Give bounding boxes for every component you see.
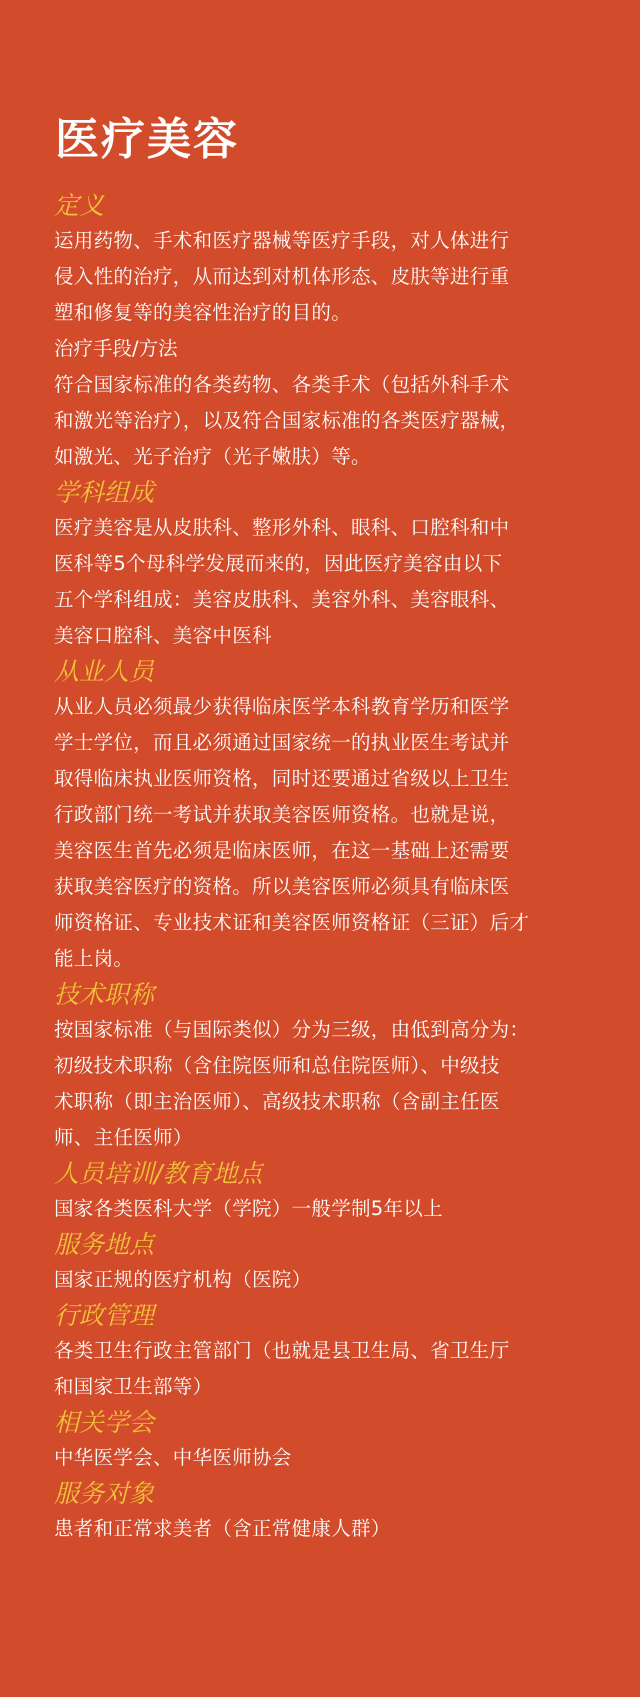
text-line: 师资格证、专业技术证和美容医师资格证（三证）后才 xyxy=(54,911,530,934)
text-line: 初级技术职称（含住院医师和总住院医师）、中级技 xyxy=(54,1054,500,1077)
text-line: 侵入性的治疗，从而达到对机体形态、皮肤等进行重 xyxy=(54,265,510,288)
section-administration xyxy=(54,1298,610,1405)
text-line: 医科等5个母科学发展而来的，因此医疗美容由以下 xyxy=(54,552,503,575)
text-line: 学士学位，而且必须通过国家统一的执业医生考试并 xyxy=(54,731,510,754)
section-associations xyxy=(54,1405,610,1476)
text-line: 术职称（即主治医师）、高级技术职称（含副主任医 xyxy=(54,1090,500,1113)
text-line: 运用药物、手术和医疗器械等医疗手段，对人体进行 xyxy=(54,229,510,252)
sub-heading: 治疗手段/方法 xyxy=(54,337,178,360)
section-titles xyxy=(54,977,610,1156)
text-line: 如激光、光子治疗（光子嫩肤）等。 xyxy=(54,445,371,468)
section-heading: 人员培训/教育地点 xyxy=(54,1159,263,1188)
content-area xyxy=(54,188,610,1547)
section-heading: 定义 xyxy=(54,191,105,220)
text-line: 美容医生首先必须是临床医师，在这一基础上还需要 xyxy=(54,839,510,862)
section-heading: 行政管理 xyxy=(54,1301,155,1330)
text-line: 国家正规的医疗机构（医院） xyxy=(54,1268,312,1291)
page-title: 医疗美容 xyxy=(55,114,239,165)
text-line: 中华医学会、中华医师协会 xyxy=(54,1446,292,1469)
text-line: 美容口腔科、美容中医科 xyxy=(54,624,272,647)
text-line: 和激光等治疗），以及符合国家标准的各类医疗器械， xyxy=(54,409,520,432)
text-line: 符合国家标准的各类药物、各类手术（包括外科手术 xyxy=(54,373,510,396)
text-line: 按国家标准（与国际类似）分为三级，由低到高分为： xyxy=(54,1018,530,1041)
text-line: 和国家卫生部等） xyxy=(54,1375,213,1398)
section-heading: 从业人员 xyxy=(54,657,155,686)
section-heading: 技术职称 xyxy=(54,980,155,1009)
text-line: 国家各类医科大学（学院）一般学制5年以上 xyxy=(54,1197,443,1220)
text-line: 取得临床执业医师资格，同时还要通过省级以上卫生 xyxy=(54,767,510,790)
text-line: 各类卫生行政主管部门（也就是县卫生局、省卫生厅 xyxy=(54,1339,510,1362)
text-line: 医疗美容是从皮肤科、整形外科、眼科、口腔科和中 xyxy=(54,516,510,539)
section-definition xyxy=(54,188,610,475)
section-heading: 服务地点 xyxy=(54,1230,155,1259)
section-disciplines xyxy=(54,475,610,654)
text-line: 五个学科组成：美容皮肤科、美容外科、美容眼科、 xyxy=(54,588,510,611)
text-line: 获取美容医疗的资格。所以美容医师必须具有临床医 xyxy=(54,875,510,898)
section-training xyxy=(54,1156,610,1227)
section-service-targets xyxy=(54,1476,610,1547)
text-line: 能上岗。 xyxy=(54,947,134,970)
text-line: 患者和正常求美者（含正常健康人群） xyxy=(54,1517,391,1540)
section-practitioners xyxy=(54,654,610,977)
text-line: 从业人员必须最少获得临床医学本科教育学历和医学 xyxy=(54,695,510,718)
text-line: 塑和修复等的美容性治疗的目的。 xyxy=(54,301,352,324)
section-heading: 服务对象 xyxy=(54,1479,155,1508)
text-line: 师、主任医师） xyxy=(54,1126,193,1149)
section-heading: 学科组成 xyxy=(54,478,155,507)
text-line: 行政部门统一考试并获取美容医师资格。也就是说， xyxy=(54,803,510,826)
section-service-location xyxy=(54,1227,610,1298)
section-heading: 相关学会 xyxy=(54,1408,155,1437)
